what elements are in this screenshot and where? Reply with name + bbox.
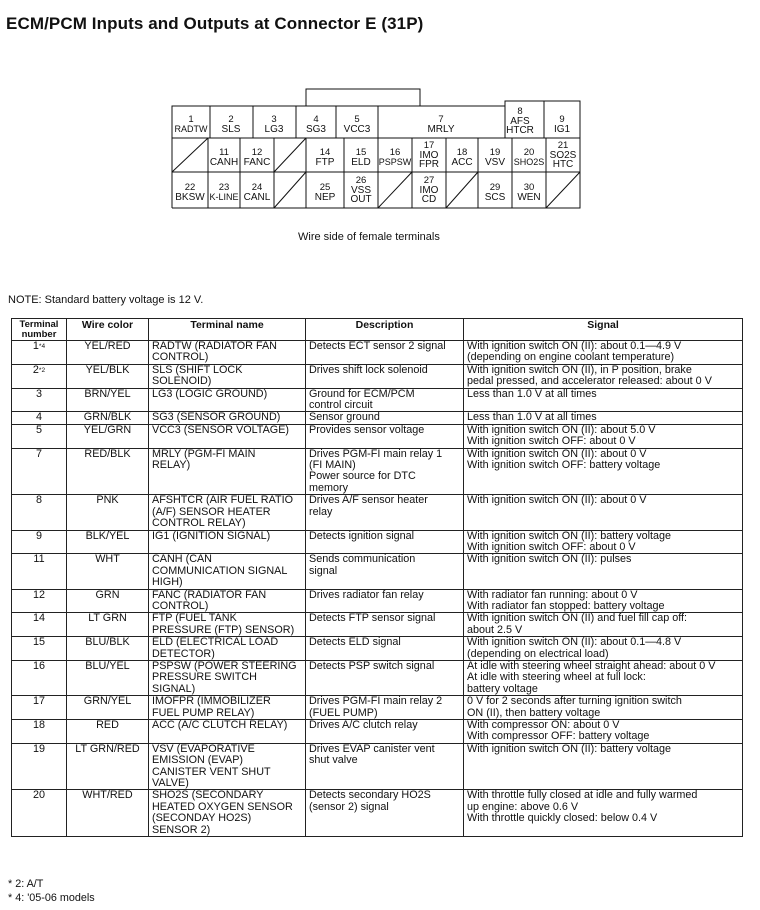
terminal-number-cell-text: 15 <box>32 636 45 649</box>
terminal-9 <box>554 114 571 135</box>
terminal-15 <box>351 147 370 168</box>
terminal-number-cell <box>12 341 67 365</box>
diagram-caption: Wire side of female terminals <box>298 231 440 243</box>
description-cell <box>306 424 464 448</box>
wire-color-cell <box>67 589 149 613</box>
terminal-name-cell-text: LG3 (LOGIC GROUND) <box>152 387 268 400</box>
table-row <box>12 364 743 388</box>
terminal-label: NEP <box>314 192 336 203</box>
table-row <box>12 412 743 424</box>
terminal-number: 12 <box>251 147 263 158</box>
terminal-number-cell <box>12 412 67 424</box>
page-title: ECM/PCM Inputs and Outputs at Connector E (31P) <box>6 14 424 33</box>
terminal-name-cell <box>149 790 306 837</box>
terminal-label: CANH <box>209 157 239 168</box>
terminal-number: 21 <box>557 140 569 151</box>
terminal-label: LG3 <box>264 124 284 135</box>
signal-cell <box>464 530 743 554</box>
terminal-3 <box>265 114 284 135</box>
header-terminal-number: Terminal number <box>12 319 67 341</box>
terminal-number-cell-text: 3 <box>35 387 42 400</box>
wire-color-cell-text: LT GRN <box>88 612 127 625</box>
terminal-number-cell-text: 5 <box>35 423 42 436</box>
terminal-number: 24 <box>251 182 263 193</box>
description-cell <box>306 613 464 637</box>
signal-cell-text: With ignition switch ON (II): about 5.0 V With ignition switch OFF: about 0 V <box>467 423 656 448</box>
terminal-label: SO2S <box>549 150 577 161</box>
terminal-number: 23 <box>218 182 230 193</box>
terminal-number-cell <box>12 448 67 495</box>
signal-cell <box>464 388 743 412</box>
table-row <box>12 790 743 837</box>
terminal-number: 14 <box>319 147 331 158</box>
signal-cell-text: With ignition switch ON (II): pulses <box>467 553 632 566</box>
terminal-number: 18 <box>456 147 468 158</box>
terminal-number-cell-text: 17 <box>32 695 45 708</box>
terminal-label: VSS <box>350 185 372 196</box>
footnote-marker: *4 <box>38 343 46 350</box>
wire-color-cell-text: GRN/BLK <box>83 411 132 424</box>
terminal-name-cell <box>149 637 306 661</box>
table-row <box>12 660 743 695</box>
terminal-label: SHO2S <box>513 157 545 167</box>
terminal-label: ELD <box>351 157 371 168</box>
terminal-label: SCS <box>484 192 506 203</box>
terminal-name-cell <box>149 554 306 589</box>
terminal-number-cell <box>12 554 67 589</box>
wire-color-cell <box>67 554 149 589</box>
terminal-label: AFS <box>510 116 530 127</box>
wire-color-cell-text: RED <box>96 719 119 731</box>
terminal-18 <box>451 147 472 168</box>
terminal-number-cell-text: 1 <box>32 340 39 352</box>
terminal-number: 25 <box>319 182 331 193</box>
description-cell-text: Drives shift lock solenoid <box>309 363 428 376</box>
signal-cell-text: Less than 1.0 V at all times <box>467 387 597 400</box>
terminal-number: 11 <box>219 147 229 158</box>
description-cell <box>306 743 464 790</box>
terminal-number: 17 <box>423 140 435 151</box>
terminal-name-cell <box>149 388 306 412</box>
terminal-name-cell <box>149 412 306 424</box>
description-cell-text: Provides sensor voltage <box>309 423 425 436</box>
description-cell <box>306 637 464 661</box>
terminal-number-cell-text: 11 <box>33 553 45 566</box>
terminal-name-cell <box>149 589 306 613</box>
terminal-label: VCC3 <box>343 124 371 135</box>
terminal-4 <box>306 114 326 135</box>
table-row <box>12 424 743 448</box>
wire-color-cell-text: GRN/YEL <box>83 695 132 708</box>
signal-cell <box>464 448 743 495</box>
terminal-number: 1 <box>188 114 194 125</box>
description-cell-text: Detects FTP sensor signal <box>309 612 436 625</box>
description-cell-text: Sends communication signal <box>309 553 416 577</box>
terminal-label: RADTW <box>174 124 208 134</box>
terminal-name-cell-text: SLS (SHIFT LOCK SOLENOID) <box>152 363 243 388</box>
terminal-12 <box>244 147 271 168</box>
wire-color-cell-text: BLK/YEL <box>85 529 130 542</box>
terminal-label: CANL <box>243 192 271 203</box>
signal-cell-text: With compressor ON: about 0 V With compressor OFF: battery voltage <box>467 719 650 743</box>
terminal-name-cell-text: VSV (EVAPORATIVE EMISSION (EVAP) CANISTER VENT SHUT VALVE) <box>152 742 271 790</box>
terminal-label: K-LINE <box>209 192 239 202</box>
header-wire-color: Wire color <box>67 319 149 341</box>
terminal-number-cell-text: 19 <box>32 742 45 755</box>
terminal-22 <box>175 182 205 203</box>
signal-cell-text: At idle with steering wheel straight ahead: about 0 V At idle with steering wheel at full lock: battery voltage <box>467 659 716 695</box>
wire-color-cell-text: WHT/RED <box>82 789 133 802</box>
terminal-27 <box>420 175 439 205</box>
terminal-name-cell <box>149 743 306 790</box>
terminal-number-cell-text: 16 <box>32 659 45 672</box>
footnote-at: * 2: A/T <box>8 878 44 890</box>
signal-cell-text: With ignition switch ON (II): battery voltage With ignition switch OFF: about 0 V <box>467 529 672 553</box>
terminal-number-cell-text: 7 <box>35 447 42 460</box>
table-row <box>12 530 743 554</box>
terminal-name-cell <box>149 448 306 495</box>
wire-color-cell <box>67 613 149 637</box>
signal-cell-text: 0 V for 2 seconds after turning ignition switch ON (II), then battery voltage <box>467 695 682 719</box>
table-row <box>12 637 743 661</box>
signal-cell <box>464 412 743 424</box>
signal-cell-text: With ignition switch ON (II): about 0.1—4.8 V (depending on electrical load) <box>467 636 682 660</box>
description-cell-text: Detects ignition signal <box>309 529 415 542</box>
terminal-number: 20 <box>523 147 535 158</box>
terminal-number-cell <box>12 364 67 388</box>
signal-cell <box>464 660 743 695</box>
description-cell <box>306 720 464 744</box>
description-cell-text: Drives PGM-FI main relay 1 (FI MAIN) Power source for DTC memory <box>309 447 443 494</box>
signal-cell <box>464 790 743 837</box>
terminal-label: MRLY <box>427 124 455 135</box>
wire-color-cell-text: BRN/YEL <box>84 387 131 400</box>
terminal-number-cell <box>12 637 67 661</box>
terminal-number: 16 <box>389 147 401 158</box>
wire-color-cell <box>67 743 149 790</box>
wire-color-cell <box>67 424 149 448</box>
wire-color-cell <box>67 495 149 530</box>
terminal-label: BKSW <box>175 192 205 203</box>
signal-cell-text: With ignition switch ON (II): about 0 V <box>467 494 647 507</box>
wire-color-cell-text: YEL/BLK <box>85 363 130 376</box>
terminal-8 <box>506 106 534 136</box>
description-cell <box>306 412 464 424</box>
terminal-number-cell <box>12 589 67 613</box>
terminal-name-cell <box>149 660 306 695</box>
table-row <box>12 613 743 637</box>
table-row <box>12 743 743 790</box>
terminal-name-cell <box>149 424 306 448</box>
header-description: Description <box>306 319 464 341</box>
terminal-11 <box>210 147 238 168</box>
terminal-23 <box>209 182 238 202</box>
terminal-label: SG3 <box>305 124 327 135</box>
terminal-7 <box>427 114 454 135</box>
terminal-number-cell-text: 9 <box>35 529 42 542</box>
terminal-number-cell <box>12 424 67 448</box>
terminal-2 <box>222 114 241 135</box>
terminal-name-cell-text: VCC3 (SENSOR VOLTAGE) <box>152 423 289 436</box>
terminal-number: 22 <box>184 182 196 193</box>
table-row <box>12 448 743 495</box>
description-cell <box>306 495 464 530</box>
signal-cell <box>464 495 743 530</box>
terminal-number-cell <box>12 790 67 837</box>
wire-color-cell <box>67 637 149 661</box>
terminal-name-cell <box>149 696 306 720</box>
wire-color-cell <box>67 412 149 424</box>
terminal-number-cell <box>12 720 67 744</box>
terminal-number: 27 <box>423 175 435 186</box>
terminal-number-cell-text: 14 <box>32 612 45 625</box>
signal-cell-text: With ignition switch ON (II) and fuel fill cap off: about 2.5 V <box>467 612 688 636</box>
wire-color-cell <box>67 364 149 388</box>
terminal-number: 19 <box>489 147 501 158</box>
signal-cell-text: With ignition switch ON (II): about 0 V With ignition switch OFF: battery voltage <box>467 447 661 472</box>
signal-cell <box>464 613 743 637</box>
terminal-number: 26 <box>355 175 367 186</box>
description-cell <box>306 790 464 837</box>
terminal-label: FPR <box>419 159 439 170</box>
footnote-marker: *2 <box>38 366 46 374</box>
table-row <box>12 696 743 720</box>
table-row <box>12 720 743 744</box>
signal-cell <box>464 589 743 613</box>
signal-cell <box>464 341 743 365</box>
terminal-label: PSPSW <box>378 157 412 167</box>
terminal-name-cell-text: SG3 (SENSOR GROUND) <box>152 411 281 424</box>
terminal-label: FTP <box>315 157 335 168</box>
terminal-name-cell <box>149 530 306 554</box>
terminal-number-cell <box>12 696 67 720</box>
signal-cell <box>464 696 743 720</box>
wire-color-cell-text: BLU/BLK <box>85 636 130 649</box>
terminal-name-cell <box>149 720 306 744</box>
terminal-number: 7 <box>438 114 444 125</box>
terminal-30 <box>517 182 540 203</box>
description-cell-text: Drives PGM-FI main relay 2 (FUEL PUMP) <box>309 695 443 719</box>
terminal-25 <box>315 182 336 203</box>
terminal-name-cell-text: ACC (A/C CLUTCH RELAY) <box>152 719 288 731</box>
wire-color-cell <box>67 448 149 495</box>
terminal-name-cell-text: RADTW (RADIATOR FAN CONTROL) <box>152 340 277 364</box>
description-cell <box>306 696 464 720</box>
signal-cell-text: With radiator fan running: about 0 V With radiator fan stopped: battery voltage <box>467 588 665 612</box>
terminal-number: 2 <box>228 114 234 125</box>
table-header-row <box>12 319 743 341</box>
terminal-16 <box>379 147 412 167</box>
terminal-14 <box>316 147 335 168</box>
terminal-name-cell-text: FTP (FUEL TANK PRESSURE (FTP) SENSOR) <box>152 612 295 636</box>
signal-cell-text: With ignition switch ON (II), in P position, brake pedal pressed, and accelerator released: about 0 V <box>467 363 712 388</box>
terminal-19 <box>485 147 505 168</box>
signal-cell <box>464 720 743 744</box>
signal-cell-text: With ignition switch ON (II): battery voltage <box>467 742 672 755</box>
description-cell <box>306 341 464 365</box>
signal-cell <box>464 364 743 388</box>
terminal-name-cell-text: MRLY (PGM-FI MAIN RELAY) <box>152 447 256 472</box>
terminal-number: 4 <box>313 114 319 125</box>
terminal-name-cell-text: IMOFPR (IMMOBILIZER FUEL PUMP RELAY) <box>152 695 271 719</box>
terminal-number: 3 <box>271 114 277 125</box>
terminal-number: 5 <box>354 114 360 125</box>
wire-color-cell <box>67 388 149 412</box>
description-cell <box>306 660 464 695</box>
terminal-21 <box>550 140 577 170</box>
terminal-name-cell-text: CANH (CAN COMMUNICATION SIGNAL HIGH) <box>152 553 288 589</box>
table-row <box>12 589 743 613</box>
signal-cell-text: With throttle fully closed at idle and fully warmed up engine: above 0.6 V With throttle quickly closed: below 0.4 V <box>467 789 698 825</box>
terminal-number-cell <box>12 660 67 695</box>
terminal-1 <box>175 114 208 134</box>
description-cell <box>306 364 464 388</box>
terminal-number-cell <box>12 388 67 412</box>
description-cell-text: Drives A/F sensor heater relay <box>309 494 428 518</box>
description-cell-text: Drives EVAP canister vent shut valve <box>309 742 435 767</box>
footnote-models: * 4: '05-06 models <box>8 892 95 904</box>
terminal-label: IG1 <box>553 124 571 135</box>
terminal-label: CD <box>421 194 437 205</box>
terminal-label: HTCR <box>506 125 534 136</box>
terminal-label: WEN <box>517 192 541 203</box>
terminal-26 <box>350 175 371 205</box>
wire-color-cell <box>67 790 149 837</box>
signal-cell <box>464 637 743 661</box>
description-cell-text: Sensor ground <box>309 411 380 424</box>
terminal-name-cell-text: FANC (RADIATOR FAN CONTROL) <box>152 588 267 612</box>
wire-color-cell <box>67 696 149 720</box>
terminal-label: VSV <box>484 157 506 168</box>
wire-color-cell-text: LT GRN/RED <box>75 742 140 755</box>
wire-color-cell <box>67 660 149 695</box>
terminal-label: OUT <box>350 194 372 205</box>
description-cell <box>306 448 464 495</box>
wire-color-cell <box>67 341 149 365</box>
terminal-label: HTC <box>552 159 574 170</box>
terminal-name-cell-text: AFSHTCR (AIR FUEL RATIO (A/F) SENSOR HEATER CONTROL RELAY) <box>152 494 293 530</box>
description-cell-text: Drives A/C clutch relay <box>309 719 418 731</box>
terminal-name-cell <box>149 341 306 365</box>
terminal-name-cell-text: SHO2S (SECONDARY HEATED OXYGEN SENSOR (SECONDAY HO2S) SENSOR 2) <box>152 789 293 836</box>
terminal-number: 8 <box>517 106 523 117</box>
voltage-note: NOTE: Standard battery voltage is 12 V. <box>8 294 204 306</box>
terminal-number-cell-text: 8 <box>35 494 42 507</box>
description-cell-text: Detects secondary HO2S (sensor 2) signal <box>309 789 431 813</box>
terminal-number-cell-text: 4 <box>35 411 42 424</box>
table-row <box>12 495 743 530</box>
wire-color-cell-text: PNK <box>96 494 119 507</box>
terminal-17 <box>419 140 439 170</box>
wire-color-cell <box>67 720 149 744</box>
wire-color-cell-text: YEL/GRN <box>83 423 132 436</box>
terminal-number: 15 <box>355 147 367 158</box>
terminal-number-cell-text: 12 <box>32 588 45 601</box>
connector-diagram <box>0 0 760 230</box>
terminal-name-cell-text: IG1 (IGNITION SIGNAL) <box>152 529 271 542</box>
terminal-20 <box>514 147 545 167</box>
signal-cell-text: Less than 1.0 V at all times <box>467 411 597 424</box>
wire-color-cell <box>67 530 149 554</box>
wire-color-cell-text: YEL/RED <box>84 340 131 352</box>
description-cell-text: Detects ECT sensor 2 signal <box>309 340 446 352</box>
description-cell <box>306 554 464 589</box>
wire-color-cell-text: RED/BLK <box>84 447 131 460</box>
terminal-number-cell <box>12 743 67 790</box>
table-row <box>12 388 743 412</box>
terminal-number: 30 <box>523 182 535 193</box>
description-cell-text: Detects ELD signal <box>309 636 401 649</box>
description-cell <box>306 388 464 412</box>
description-cell <box>306 530 464 554</box>
terminal-5 <box>344 114 371 135</box>
terminal-number-cell <box>12 613 67 637</box>
terminal-name-cell-text: PSPSW (POWER STEERING PRESSURE SWITCH SIGNAL) <box>152 659 297 695</box>
description-cell <box>306 589 464 613</box>
description-cell-text: Ground for ECM/PCM control circuit <box>309 387 415 412</box>
terminal-number-cell-text: 2 <box>32 363 39 376</box>
terminal-24 <box>244 182 271 203</box>
terminal-number-cell <box>12 530 67 554</box>
signal-cell <box>464 424 743 448</box>
terminal-label: SLS <box>221 124 241 135</box>
terminal-name-cell-text: ELD (ELECTRICAL LOAD DETECTOR) <box>152 636 279 660</box>
signal-cell-text: With ignition switch ON (II): about 0.1—4.9 V (depending on engine coolant temperature) <box>467 340 682 364</box>
terminal-name-cell <box>149 613 306 637</box>
wire-color-cell-text: BLU/YEL <box>85 659 130 672</box>
terminal-label: IMO <box>419 185 439 196</box>
wire-color-cell-text: WHT <box>95 553 120 566</box>
description-cell-text: Drives radiator fan relay <box>309 588 424 601</box>
terminal-number: 9 <box>559 114 565 125</box>
terminal-number-cell <box>12 495 67 530</box>
terminal-number-cell-text: 18 <box>32 719 45 731</box>
terminal-label: ACC <box>451 157 473 168</box>
terminal-name-cell <box>149 364 306 388</box>
table-row <box>12 341 743 365</box>
terminal-name-cell <box>149 495 306 530</box>
terminal-label: FANC <box>243 157 271 168</box>
terminal-label: IMO <box>419 150 439 161</box>
terminal-table <box>11 318 743 837</box>
signal-cell <box>464 743 743 790</box>
terminal-29 <box>485 182 506 203</box>
header-terminal-name: Terminal name <box>149 319 306 341</box>
header-signal: Signal <box>464 319 743 341</box>
table-row <box>12 554 743 589</box>
terminal-number-cell-text: 20 <box>32 789 45 802</box>
wire-color-cell-text: GRN <box>95 588 120 601</box>
terminal-number: 29 <box>489 182 501 193</box>
description-cell-text: Detects PSP switch signal <box>309 659 435 672</box>
signal-cell <box>464 554 743 589</box>
